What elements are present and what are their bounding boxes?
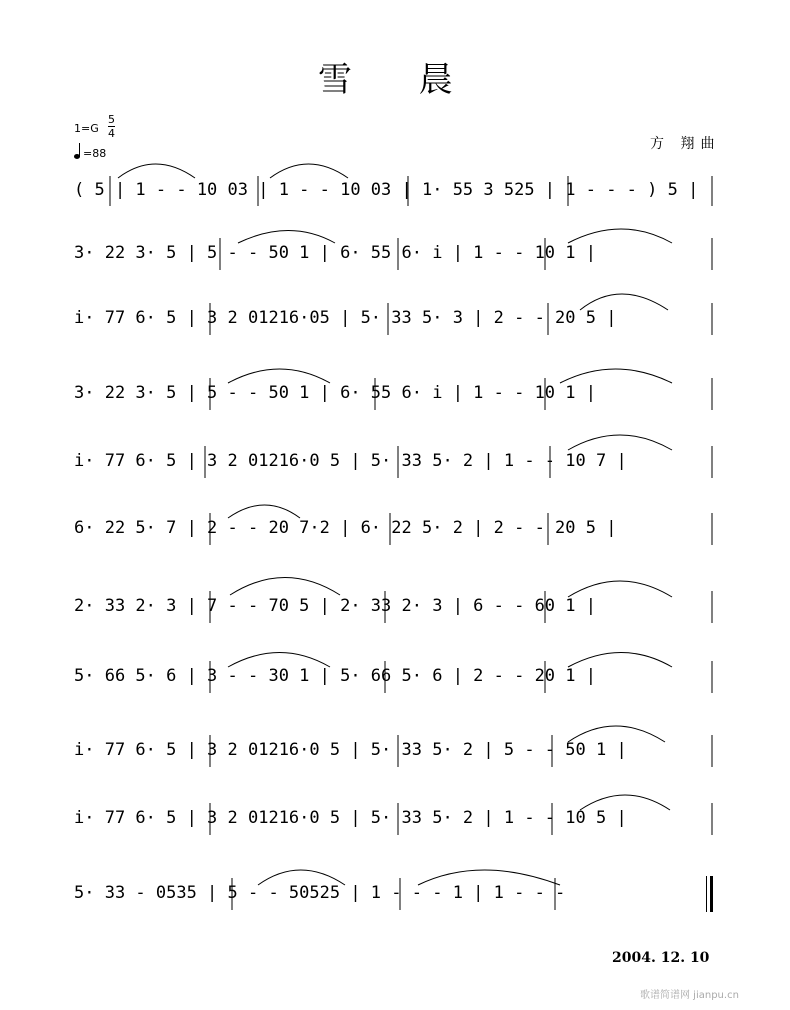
slur [568, 653, 672, 668]
score-row-4: 3· 22 3· 5 | 5 - - 50 1 | 6· 55 6· i | 1 - - 10 1 | [74, 383, 596, 403]
score-row-10: i· 77 6· 5 | 3 2 01216·0 5 | 5· 33 5· 2 | 1 - - 10 5 | [74, 808, 627, 828]
slur [118, 164, 195, 178]
score-row-3: i· 77 6· 5 | 3 2 01216·05 | 5· 33 5· 3 | 2 - - 20 5 | [74, 308, 617, 328]
final-barline [706, 876, 713, 912]
time-signature-bottom: 4 [108, 127, 115, 140]
slur [258, 870, 345, 885]
key-signature: 1=G [74, 122, 99, 135]
composer-credit: 方 翔曲 [650, 136, 721, 152]
score-row-5: i· 77 6· 5 | 3 2 01216·0 5 | 5· 33 5· 2 | 1 - - 10 7 | [74, 451, 627, 471]
composition-date: 2004. 12. 10 [612, 950, 710, 966]
score-row-11: 5· 33 - 0535 | 5 - - 50525 | 1 - - - 1 | 1 - - - [74, 883, 566, 903]
score-row-6: 6· 22 5· 7 | 2 - - 20 7·2 | 6· 22 5· 2 | 2 - - 20 5 | [74, 518, 617, 538]
slur [580, 294, 668, 310]
score-row-1: ( 5 | 1 - - 10 03 | 1 - - 10 03 | 1· 55 3 525 | 1 - - - ) 5 | [74, 180, 699, 200]
slur [228, 505, 300, 518]
slur [580, 795, 670, 810]
watermark: 歌谱简谱网 jianpu.cn [640, 990, 739, 1001]
slur [418, 870, 560, 885]
slur [230, 578, 340, 596]
slur [568, 229, 672, 243]
song-title: 雪 晨 [318, 60, 481, 100]
time-signature-top: 5 [108, 113, 115, 126]
slur [228, 369, 330, 383]
slur [568, 435, 672, 450]
tempo-value: =88 [83, 147, 107, 160]
slur [560, 369, 672, 383]
slur [568, 581, 672, 597]
slur [270, 164, 348, 178]
score-row-8: 5· 66 5· 6 | 3 - - 30 1 | 5· 66 5· 6 | 2 - - 20 1 | [74, 666, 596, 686]
slur [228, 653, 330, 668]
score-row-7: 2· 33 2· 3 | 7 - - 70 5 | 2· 33 2· 3 | 6 - - 60 1 | [74, 596, 596, 616]
score-row-9: i· 77 6· 5 | 3 2 01216·0 5 | 5· 33 5· 2 | 5 - - 50 1 | [74, 740, 627, 760]
score-row-2: 3· 22 3· 5 | 5 - - 50 1 | 6· 55 6· i | 1 - - 10 1 | [74, 243, 596, 263]
slur [238, 231, 335, 244]
slur [568, 726, 665, 742]
barlines [110, 176, 712, 910]
